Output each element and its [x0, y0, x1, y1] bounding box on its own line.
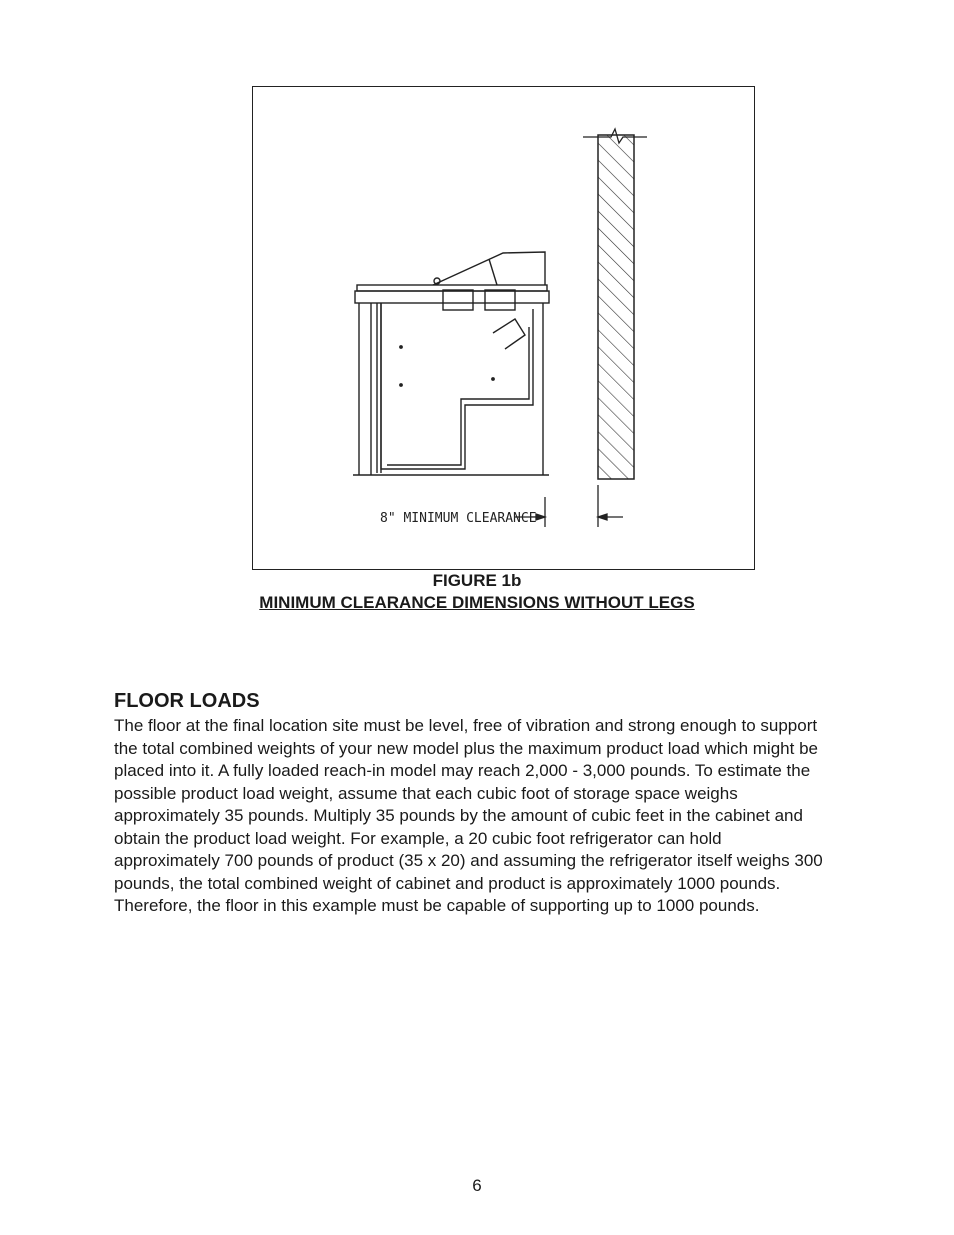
cabinet-drawing	[353, 252, 549, 475]
figure-frame	[252, 86, 755, 570]
section-heading: FLOOR LOADS	[114, 690, 260, 712]
figure-number: FIGURE 1b	[432, 571, 522, 590]
dimension-label: 8" MINIMUM CLEARANCE	[380, 511, 537, 526]
clearance-diagram	[253, 87, 756, 571]
page-number: 6	[472, 1176, 482, 1195]
section-body: The floor at the final location site must be level, free of vibration and strong enough to support the total combined weights of your new model plus the maximum product load which might be placed into it. A fully loaded reach-in model may reach 2,000 - 3,000 pounds. To estimate the possible product load weight, assume that each cubic foot of storage space weighs approximately 35 pounds. Multiply 35 pounds by the amount of cubic feet in the cabinet and obtain the product load weight. For example, a 20 cubic foot refrigerator can hold approximately 700 pounds of product (35 x 20) and assuming the refrigerator itself weighs 300 pounds, the total combined weight of cabinet and product is approximately 1000 pounds. Therefore, the floor in this example must be capable of supporting up to 1000 pounds.	[114, 716, 823, 915]
figure-title: MINIMUM CLEARANCE DIMENSIONS WITHOUT LEGS	[259, 593, 695, 612]
wall-hatched	[583, 129, 647, 479]
